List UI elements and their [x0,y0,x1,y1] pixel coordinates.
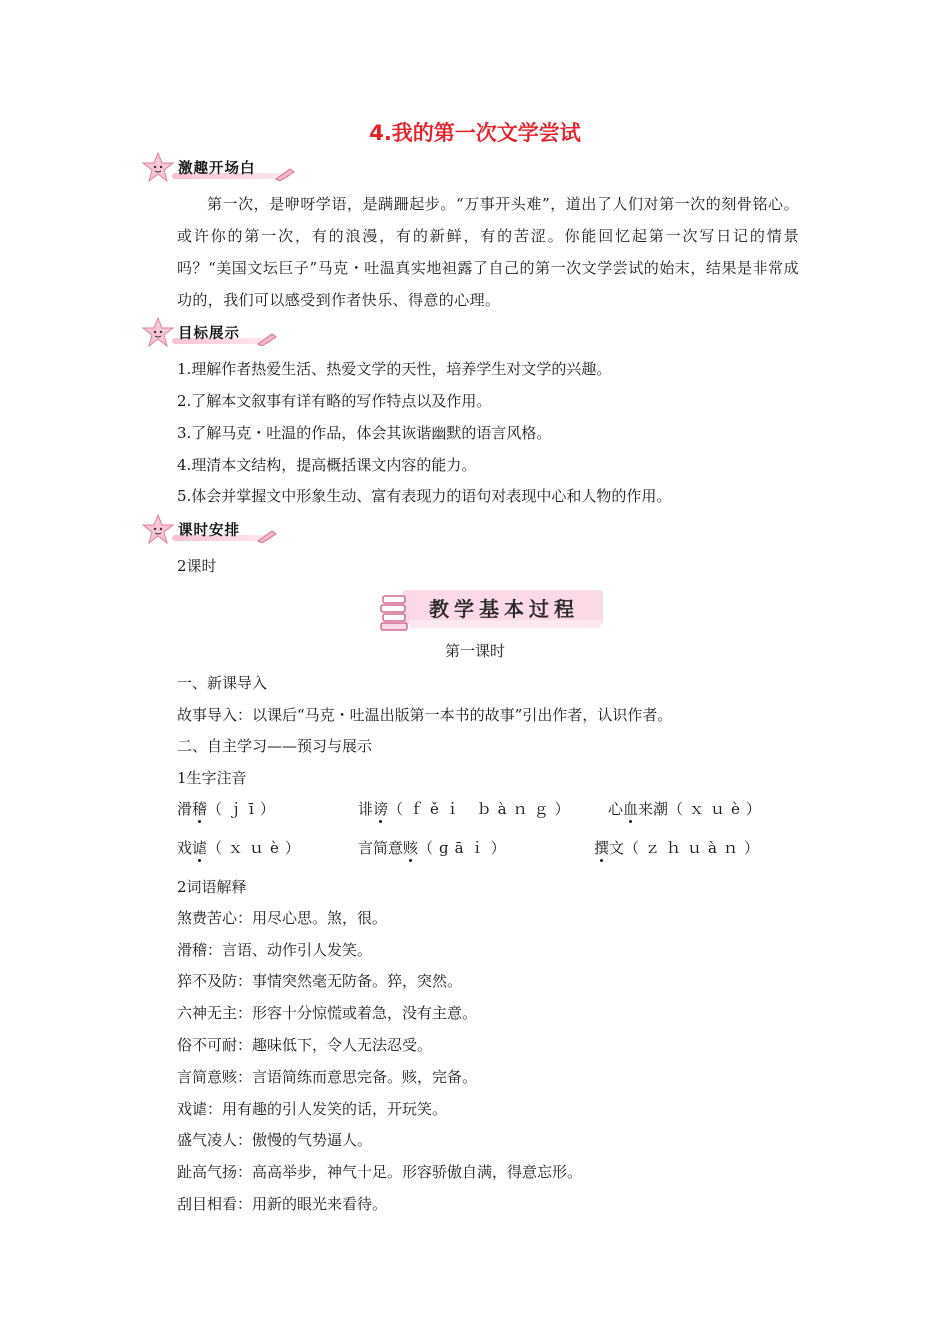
goal-item: 2.了解本文叙事有详有略的写作特点以及作用。 [177,392,492,410]
pencil-icon [256,529,278,543]
section-header-goals [142,317,240,347]
vocab-item: 趾高气扬：高高举步，神气十足。形容骄傲自满，得意忘形。 [177,1163,583,1181]
goal-item: 3.了解马克・吐温的作品，体会其诙谐幽默的语言风格。 [177,424,552,442]
vocab-item: 俗不可耐：趣味低下，令人无法忍受。 [177,1036,433,1054]
book-stack-icon [377,586,415,634]
vocab-item: 猝不及防：事情突然毫无防备。猝，突然。 [177,972,463,990]
pinyin-reading: （ｊī） [207,800,281,818]
vocab-item: 刮目相看：用新的眼光来看待。 [177,1195,388,1213]
goal-item: 5.体会并掌握文中形象生动、富有表现力的语句对表现中心和人物的作用。 [177,487,672,505]
pinyin-reading: （ｘｕè） [207,839,306,857]
word-part: 诽 [358,800,374,818]
section-header-schedule [142,514,240,544]
section-title: 激趣开场白 [178,160,256,177]
vocab-item: 六神无主：形容十分惊慌或着急，没有主意。 [177,1004,478,1022]
pinyin-item [594,837,765,858]
vocab-item: 言简意赅：言语简练而意思完备。赅，完备。 [177,1068,478,1086]
star-mascot-icon [142,514,174,544]
pinyin-item [358,837,512,858]
vocab-item: 戏谑：用有趣的引人发笑的话，开玩笑。 [177,1100,448,1118]
section-title: 目标展示 [178,325,240,342]
banner-title: 教学基本过程 [429,597,579,621]
pinyin-item [177,798,281,819]
target-char: 稽 [192,800,208,818]
word-part: 心 [608,800,624,818]
star-mascot-icon [142,152,174,182]
star-mascot-icon [142,317,174,347]
schedule-value: 2课时 [177,557,217,575]
pinyin-item [608,798,767,819]
pinyin-reading: （ｚｈｕàｎ） [624,839,765,857]
teaching-process-banner [377,586,605,634]
vocab-item: 滑稽：言语、动作引人发笑。 [177,941,373,959]
step-heading: 一、新课导入 [177,674,268,692]
goal-item: 1.理解作者热爱生活、热爱文学的天性，培养学生对文学的兴趣。 [177,360,612,378]
pinyin-reading: （ɡāｉ） [418,839,512,857]
target-char: 血 [623,800,639,818]
word-part: 文 [609,839,625,857]
pinyin-item [177,837,306,858]
target-char: 赅 [403,839,419,857]
vocab-item: 盛气凌人：傲慢的气势逼人。 [177,1131,373,1149]
vocab-item: 煞费苦心：用尽心思。煞，很。 [177,909,388,927]
pencil-icon [274,167,296,181]
page-title: 4.我的第一次文学尝试 [369,121,581,145]
target-char: 谤 [373,800,389,818]
word-part: 滑 [177,800,193,818]
section-title: 课时安排 [178,522,240,539]
sub-heading: 2词语解释 [177,878,247,896]
section-header-intro [142,152,256,182]
pinyin-item [358,798,576,819]
word-part: 戏 [177,839,193,857]
lesson-title: 第一课时 [444,642,505,660]
target-char: 谑 [192,839,208,857]
goal-item: 4.理清本文结构，提高概括课文内容的能力。 [177,456,477,474]
word-part: 言简意 [358,839,404,857]
pinyin-reading: （ｘｕè） [668,800,767,818]
sub-heading: 1生字注音 [177,769,247,787]
step-text: 故事导入：以课后“马克・吐温出版第一本书的故事”引出作者，认识作者。 [177,706,673,724]
target-char: 撰 [594,839,610,857]
step-heading: 二、自主学习——预习与展示 [177,737,373,755]
word-part: 来潮 [638,800,669,818]
intro-paragraph: 第一次，是咿呀学语，是蹒跚起步。“万事开头难”，道出了人们对第一次的刻骨铭心。或许你的第一次，有的浪漫，有的新鲜，有的苦涩。你能回忆起第一次写日记的情景吗？“美国文坛巨子”马克・吐温真实地袒露了自己的第一次文学尝试的始末，结果是非常成功的，我们可以感受到作者快乐、得意的心理。 [177,195,799,309]
pencil-icon [256,332,278,346]
pinyin-reading: （ｆěｉ ｂàｎｇ） [388,800,576,818]
